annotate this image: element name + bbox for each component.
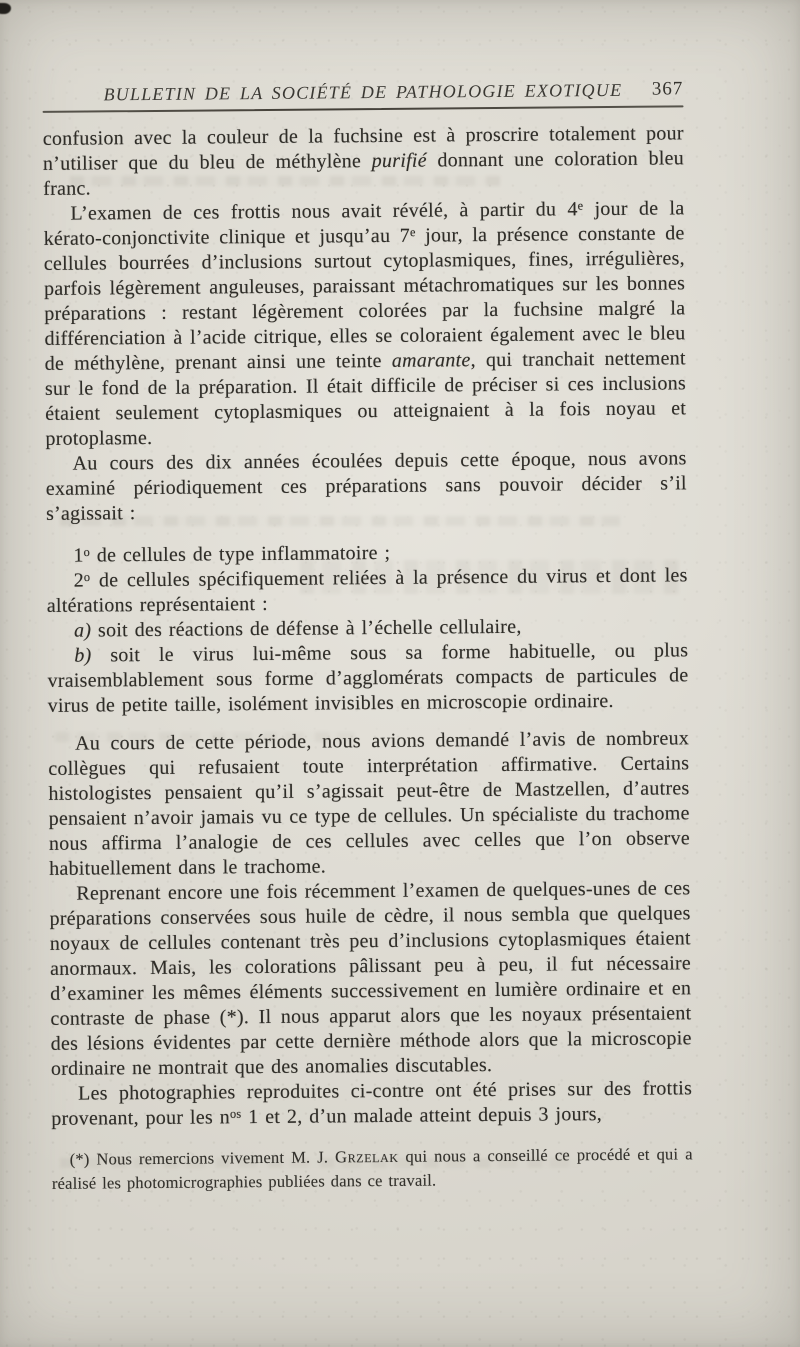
text-run: Au cours de cette période, nous avions demandé l’avis de nombreux collègues qui refusaient toute interprétation affirmative. Certains histologistes pensaient qu’il s’agissait peut-être de Mastzellen, d’autres pensaient n’avoir jamais vu ce type de cellules. Un spécialiste du trachome nous affirma l’analogie de ces cellules avec celles que l’on observe habituellement dans le trachome. (48, 727, 691, 880)
text-run: Au cours des dix années écoulées depuis cette époque, nous avons examiné périodiquement ces préparations sans pouvoir décider s’il s’agissait : (45, 447, 687, 525)
header-rule (43, 105, 684, 113)
text-run: soit des réactions de défense à l’échelle cellulaire, (91, 615, 522, 642)
text-run: jour, la présence constante de cellules bourrées d’inclusions surtout cytoplasmiques, fines, irrégulières, parfois légèrement anguleuses, paraissant métachromatiques sur les bonnes préparations : restant légèrement colorées par la fuchsine malgré la différenciation à l’acide citrique, elles se coloraient également avec le bleu de méthylène, prenant ainsi une teinte (43, 222, 686, 375)
running-header (42, 79, 683, 105)
paragraph-photographies (51, 1076, 692, 1132)
text-column (42, 79, 693, 1196)
text-run: purifié (371, 149, 427, 173)
text-run: e (409, 225, 416, 240)
text-run: soit le virus lui-même sous sa forme habituelle, ou plus vraisemblablement sous forme d’agglomérats compacts de particules de virus de petite taille, isolément invisibles en microscopie ordinaire. (47, 639, 689, 717)
text-run: confusion avec la couleur de la fuchsine est à proscrire totalement pour n’utiliser que du bleu de méthylène (42, 122, 684, 175)
text-run: 2 (73, 569, 84, 592)
text-run: donnant une coloration bleu franc. (43, 147, 685, 200)
footnote-remerciements (52, 1142, 693, 1196)
text-run: o (83, 544, 91, 560)
text-run: jour de la kérato-conjonctivite clinique et jusqu’au 7 (43, 197, 685, 250)
text-run: o (83, 569, 91, 585)
text-run: a) (73, 619, 92, 642)
text-run: Grzelak (335, 1146, 399, 1167)
text-run: amarante (391, 349, 471, 372)
paragraph-examen-frottis (43, 196, 686, 452)
journal-title: BULLETIN DE LA SOCIÉTÉ DE PATHOLOGIE EXOTIQUE (103, 79, 623, 105)
paragraph-confusion-fuchsine (43, 121, 685, 202)
text-run: b) (74, 644, 92, 667)
text-run: e (577, 198, 584, 213)
text-run: L’examen de ces frottis nous avait révélé, à partir du 4 (70, 198, 578, 225)
article-body (43, 121, 693, 1132)
text-run: 1 et 2, d’un malade atteint depuis 3 jours, (241, 1103, 603, 1129)
text-run: os (229, 1106, 242, 1121)
text-run: Reprenant encore une fois récemment l’examen de quelques-unes de ces préparations conservées sous huile de cèdre, il nous sembla que quelques noyaux de cellules contenant très peu d’inclusions cytoplasmiques étaient anormaux. Mais, les colorations pâlissant peu à peu, il fut nécessaire d’examiner les mêmes éléments successivement en lumière ordinaire et en contraste de phase (*). Il nous apparut alors que les noyaux présentaient des lésions évidentes par cette dernière méthode alors que la microscopie ordinaire ne montrait que des anomalies discutables. (49, 877, 692, 1080)
paragraph-dix-annees (46, 446, 688, 527)
page-number: 367 (651, 78, 684, 100)
text-run: qui nous a conseillé ce procédé et qui a réalisé les photomicrographies publiées dans ce travail. (51, 1144, 693, 1193)
text-run: (*) Nous remercions vivement M. J. (69, 1147, 336, 1169)
text-run: de cellules de type inflammatoire ; (90, 541, 391, 567)
text-run: de cellules spécifiquement reliées à la présence du virus et dont les altérations représentaient : (46, 564, 688, 617)
list-item-2-virus (47, 563, 688, 619)
text-run: Les photographies reproduites ci-contre ont été prises sur des frottis provenant, pour les n (51, 1077, 693, 1130)
text-run: 1 (73, 544, 84, 567)
paragraph-periode-collegues (48, 726, 690, 882)
list-item-b-virus-forme (47, 638, 689, 719)
paragraph-reprenant-examen (49, 876, 692, 1082)
text-run: , qui tranchait nettement sur le fond de la préparation. Il était difficile de préciser si ces inclusions étaient seulement cytoplasmiques ou atteignaient à la fois noyau et protoplasme. (44, 347, 687, 450)
